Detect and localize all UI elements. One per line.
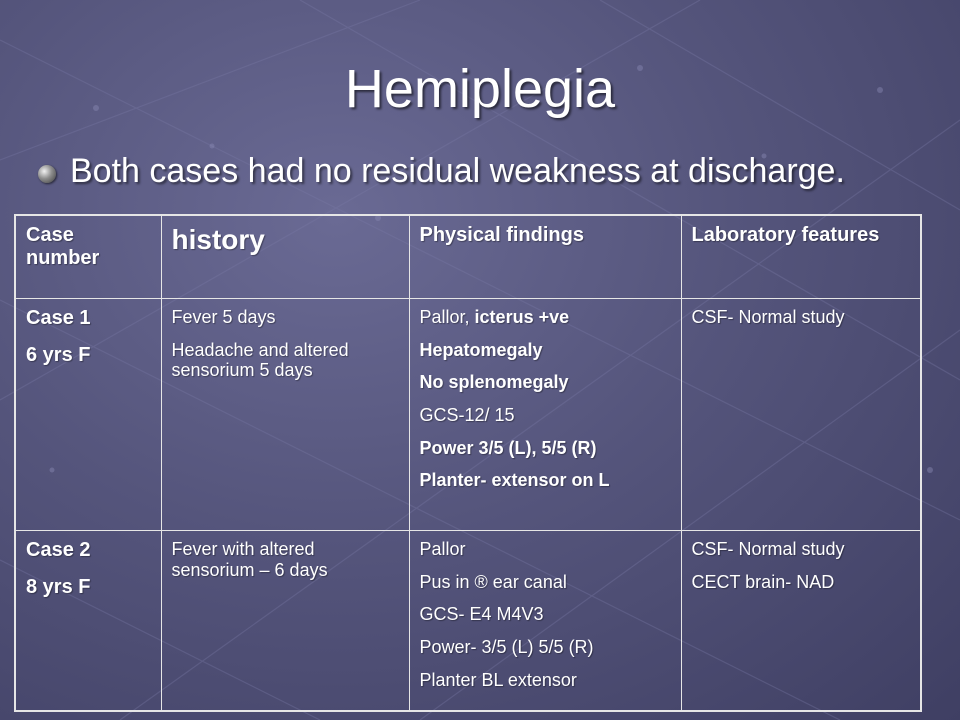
- case-1-label: Case 1: [26, 307, 91, 329]
- case-2-demographics: 8 yrs F: [26, 576, 91, 598]
- case-1-history: [161, 299, 409, 531]
- case-2-physical: [409, 531, 681, 712]
- case-2-lab-item: CSF- Normal study: [691, 539, 845, 559]
- case-1-physical-item: Hepatomegaly: [419, 339, 543, 360]
- case-1-pallor: Pallor,: [419, 307, 470, 327]
- header-physical-findings-label: Physical findings: [419, 224, 584, 246]
- header-laboratory-features: [681, 215, 921, 299]
- case-table: [14, 214, 922, 712]
- slide-title: Hemiplegia: [344, 59, 616, 119]
- case-2-physical-item: Pallor: [419, 539, 466, 559]
- header-history: [161, 215, 409, 299]
- case-1-physical-item: GCS-12/ 15: [419, 405, 515, 426]
- case-1-physical-item: [420, 307, 671, 328]
- case-1-lab: [681, 299, 921, 531]
- case-2-physical-item: GCS- E4 M4V3: [419, 604, 544, 625]
- case-2-physical-item: Planter BL extensor: [419, 669, 577, 690]
- case-2-physical-item: Power- 3/5 (L) 5/5 (R): [419, 637, 594, 658]
- header-history-label: history: [171, 224, 265, 255]
- table-row-case-1: [15, 299, 921, 531]
- case-1-history-item: Headache and altered sensorium 5 days: [171, 339, 349, 381]
- table-header-row: [15, 215, 921, 299]
- bullet-text: Both cases had no residual weakness at discharge.: [70, 152, 845, 190]
- case-2-lab-item: CECT brain- NAD: [691, 571, 835, 592]
- case-2-physical-item: Pus in ® ear canal: [419, 571, 567, 592]
- case-1-physical-item: No splenomegaly: [419, 372, 569, 393]
- table-row-case-2: [15, 531, 921, 712]
- header-laboratory-features-label: Laboratory features: [691, 224, 880, 246]
- header-case-number: [15, 215, 161, 299]
- case-1-lab-item: CSF- Normal study: [691, 307, 845, 327]
- case-1-demographics: 6 yrs F: [26, 344, 91, 366]
- header-physical-findings: [409, 215, 681, 299]
- case-2-history: [161, 531, 409, 712]
- case-1-history-item: Fever 5 days: [171, 307, 276, 327]
- case-2-lab: [681, 531, 921, 712]
- case-1-physical-item: Power 3/5 (L), 5/5 (R): [419, 437, 597, 458]
- case-2-cell: [15, 531, 161, 712]
- case-1-physical: [409, 299, 681, 531]
- bullet-icon: [38, 165, 56, 183]
- case-2-history-item: Fever with altered sensorium – 6 days: [171, 539, 328, 580]
- case-2-label: Case 2: [26, 539, 91, 561]
- case-1-physical-item: Planter- extensor on L: [419, 470, 610, 491]
- case-1-icterus: icterus +ve: [474, 307, 570, 327]
- bullet-point: [38, 152, 938, 196]
- case-1-cell: [15, 299, 161, 531]
- header-case-number-label: Case number: [26, 224, 100, 269]
